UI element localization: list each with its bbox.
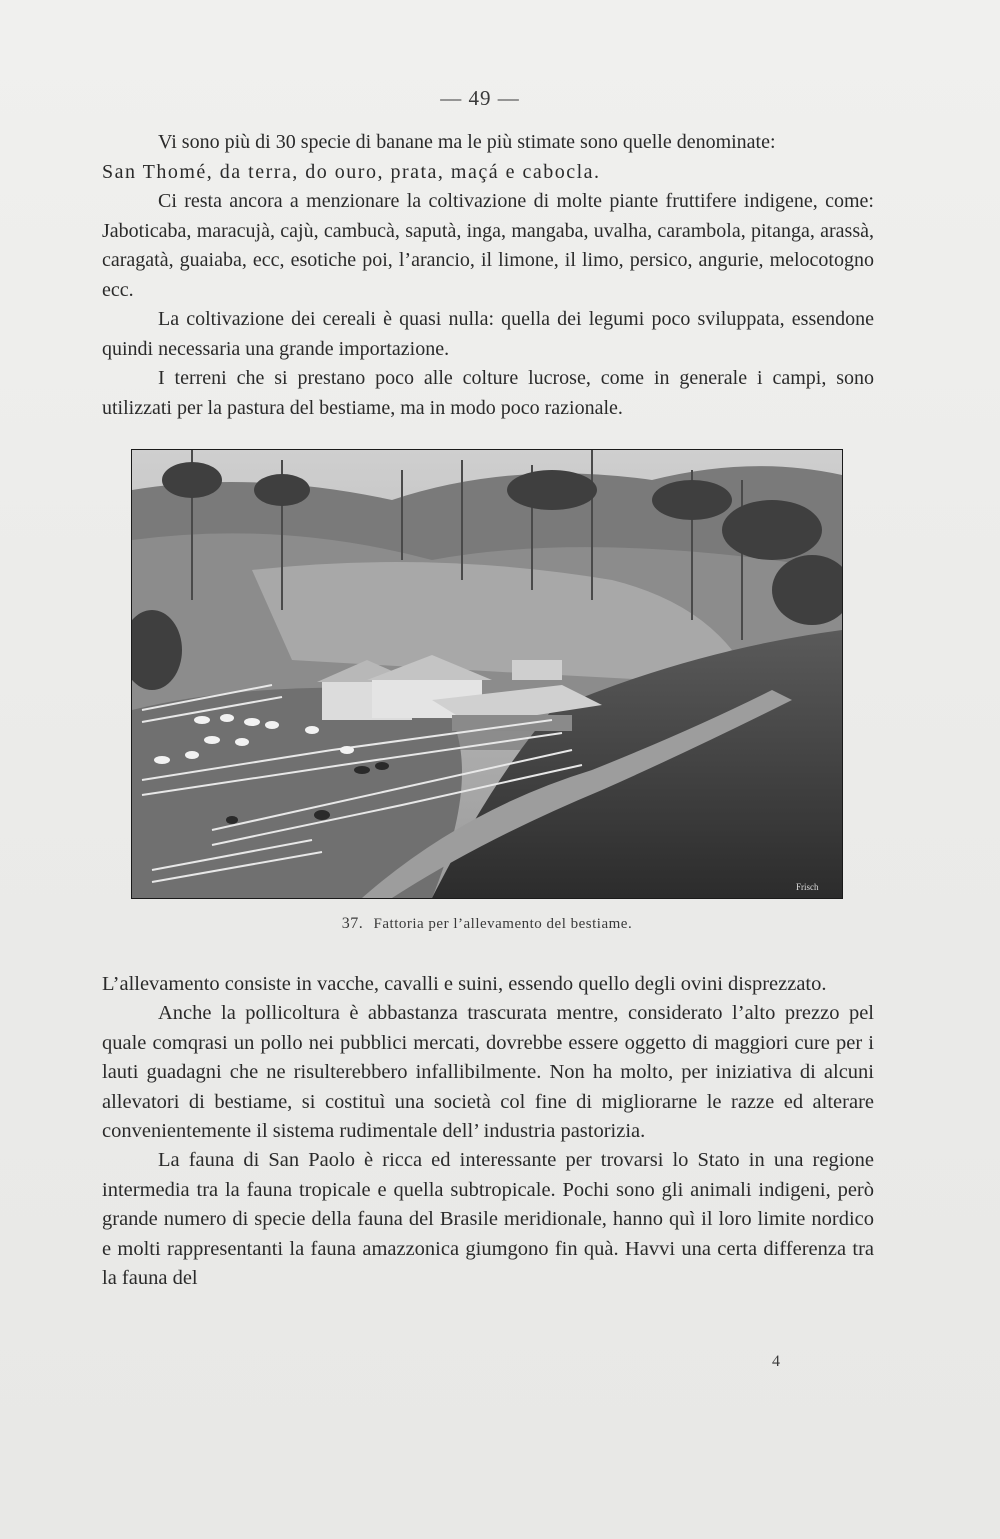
signature-mark: 4: [772, 1353, 780, 1370]
paragraph: San Thomé, da terra, do ouro, prata, maçá e cabocla.: [102, 160, 601, 183]
paragraph: La fauna di San Paolo è ricca ed interessante per trovarsi lo Stato in una regione intermedia tra la fauna tropicale e quella subtropicale. Pochi sono gli animali indigeni, però grande numero di specie della fauna del Brasile meridionale, hanno quì il loro limite nordico e molti rappresentanti la fauna amazzonica giumgono fin quà. Havvi una certa differenza tra la fauna del: [102, 1149, 874, 1290]
text-block-top: [102, 128, 874, 423]
paragraph: L’allevamento consiste in vacche, cavalli e suini, essendo quello degli ovini disprezzato.: [102, 973, 827, 995]
paragraph: I terreni che si prestano poco alle colture lucrose, come in generale i campi, sono utilizzati per la pastura del bestiame, ma in modo poco razionale.: [102, 367, 874, 419]
text-block-bottom: [102, 970, 874, 1293]
figure-number: 37.: [341, 915, 364, 932]
paragraph: Anche la pollicoltura è abbastanza trascurata mentre, considerato l’alto prezzo pel quale comqrasi un pollo nei pubblici mercati, dovrebbe essere oggetto di maggiori cure per i lauti guadagni che ne risulterebbero infallibilmente. Non ha molto, per iniziativa di alcuni allevatori di bestiame, si costituì una società col fine di migliorarne le razze ed alterare convenientemente il sistema rudimentale dell’ industria pastorizia.: [102, 1002, 874, 1143]
figure-caption: [0, 915, 974, 933]
farm-photograph: [131, 449, 843, 899]
paragraph: Vi sono più di 30 specie di banane ma le più stimate sono quelle denominate:: [158, 131, 776, 153]
engraver-signature: Frisch: [796, 882, 819, 892]
figure-caption-text: Fattoria per l’allevamento del bestiame.: [373, 916, 633, 932]
farm-photograph-illustration: [132, 450, 842, 898]
paragraph: Ci resta ancora a menzionare la coltivazione di molte piante fruttifere indigene, come: Jaboticaba, maracujà, cajù, cambucà, saputà, inga, mangaba, uvalha, carambola, pitanga, arassà, caragatà, guaiaba, ecc, esotiche poi, l’arancio, il limone, il limo, persico, angurie, melocotogno ecc.: [102, 190, 874, 301]
page-number: — 49 —: [440, 86, 520, 110]
paragraph: La coltivazione dei cereali è quasi nulla: quella dei legumi poco sviluppata, essendone quindi necessaria una grande importazione.: [102, 308, 874, 360]
